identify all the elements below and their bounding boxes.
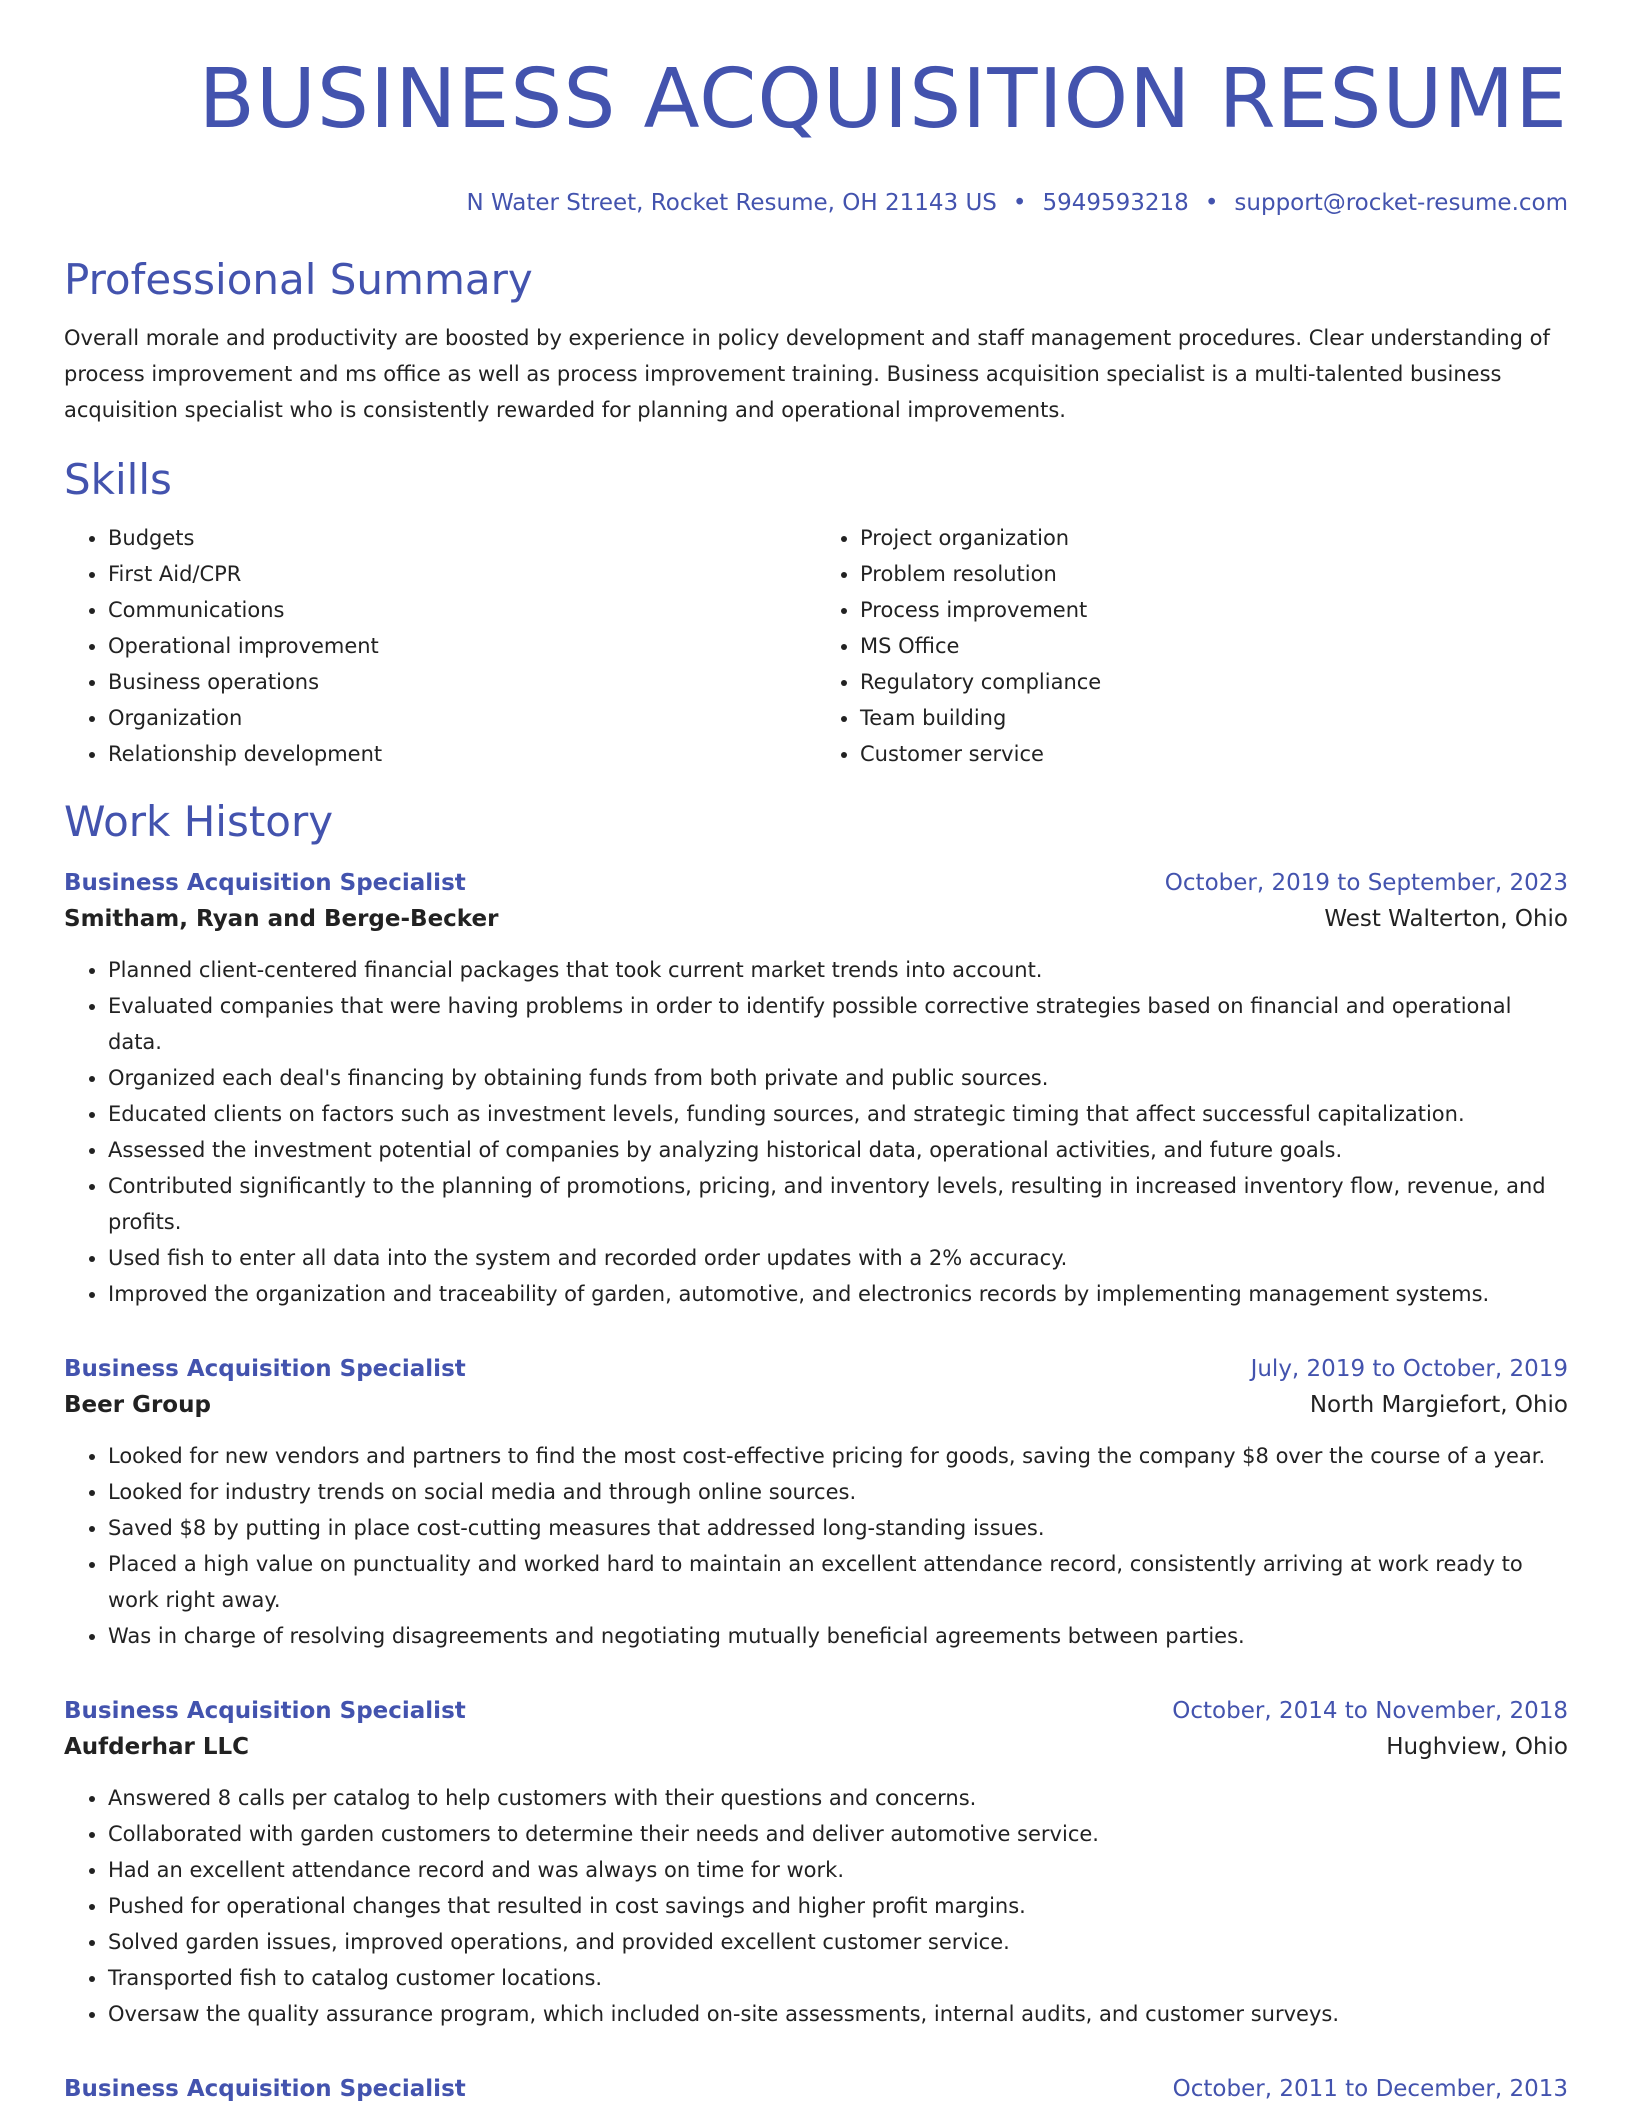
job-entry — [64, 866, 1568, 1312]
job-title-row — [64, 2072, 1568, 2106]
job-bullets — [64, 1780, 1568, 2032]
job-bullet: • Educated clients on factors such as investment levels, funding sources, and strategic timing that affect successful capitalization. — [108, 1096, 1568, 1132]
job-company-row — [64, 1728, 1568, 1766]
job-bullet: • Solved garden issues, improved operations, and provided excellent customer service. — [108, 1924, 1568, 1960]
job-company-row — [64, 900, 1568, 938]
work-history-heading: Work History — [64, 797, 334, 846]
job-title: Business Acquisition Specialist — [64, 870, 466, 896]
skill-item: • Team building — [860, 700, 1568, 736]
job-bullet: • Had an excellent attendance record and was always on time for work. — [108, 1852, 1568, 1888]
job-title: Business Acquisition Specialist — [64, 2076, 466, 2102]
job-bullet: • Assessed the investment potential of companies by analyzing historical data, operational activities, and future goals. — [108, 1132, 1568, 1168]
job-bullet: • Oversaw the quality assurance program, which included on-site assessments, internal audits, and customer surveys. — [108, 1996, 1568, 2032]
contact-separator: • — [1204, 190, 1219, 216]
skill-item: • Communications — [108, 592, 816, 628]
job-location: North Margiefort, Ohio — [1309, 1392, 1568, 1418]
job-title-row — [64, 1352, 1568, 1386]
job-title-row — [64, 1694, 1568, 1728]
skill-item: • Process improvement — [860, 592, 1568, 628]
job-entry — [64, 2072, 1568, 2106]
job-dates: October, 2019 to September, 2023 — [1164, 870, 1568, 896]
skill-item: • Relationship development — [108, 736, 816, 772]
skill-item: • MS Office — [860, 628, 1568, 664]
skill-item: • Budgets — [108, 520, 816, 556]
job-location: Hughview, Ohio — [1386, 1734, 1568, 1760]
skill-item: • Business operations — [108, 664, 816, 700]
job-dates: October, 2011 to December, 2013 — [1172, 2076, 1568, 2102]
skill-item: • Problem resolution — [860, 556, 1568, 592]
skill-item: • Organization — [108, 700, 816, 736]
job-bullet: • Evaluated companies that were having problems in order to identify possible corrective strategies based on financial and operational data. — [108, 988, 1568, 1060]
job-title: Business Acquisition Specialist — [64, 1356, 466, 1382]
job-entry — [64, 1694, 1568, 2032]
contact-line — [64, 188, 1568, 218]
summary-heading: Professional Summary — [64, 255, 533, 304]
skill-item: • Regulatory compliance — [860, 664, 1568, 700]
skill-item: • Customer service — [860, 736, 1568, 772]
job-company: Beer Group — [64, 1392, 211, 1418]
skill-item: • First Aid/CPR — [108, 556, 816, 592]
contact-phone: 5949593218 — [1042, 190, 1189, 216]
job-title-row — [64, 866, 1568, 900]
job-bullets — [64, 952, 1568, 1312]
job-bullet: • Saved $8 by putting in place cost-cutting measures that addressed long-standing issues. — [108, 1510, 1568, 1546]
job-bullet: • Looked for new vendors and partners to find the most cost-effective pricing for goods, saving the company $8 over the course of a year. — [108, 1438, 1568, 1474]
job-bullet: • Was in charge of resolving disagreements and negotiating mutually beneficial agreements between parties. — [108, 1618, 1568, 1654]
job-company: Aufderhar LLC — [64, 1734, 250, 1760]
resume-title: BUSINESS ACQUISITION RESUME — [198, 52, 1568, 147]
summary-text: Overall morale and productivity are boosted by experience in policy development and staff management procedures. Clear understanding of process improvement and ms office as well as process improvement training. Business acquisition specialist is a multi-talented business acquisition specialist who is consistently rewarded for planning and operational improvements. — [64, 326, 1550, 422]
job-bullet: • Pushed for operational changes that resulted in cost savings and higher profit margins. — [108, 1888, 1568, 1924]
skills-heading: Skills — [64, 455, 172, 504]
contact-email[interactable]: support@rocket-resume.com — [1234, 190, 1568, 216]
job-bullet: • Planned client-centered financial packages that took current market trends into account. — [108, 952, 1568, 988]
job-company-row — [64, 1386, 1568, 1424]
job-bullet: • Improved the organization and traceability of garden, automotive, and electronics records by implementing management systems. — [108, 1276, 1568, 1312]
job-bullet: • Answered 8 calls per catalog to help customers with their questions and concerns. — [108, 1780, 1568, 1816]
skills-column-right — [816, 520, 1568, 772]
job-bullet: • Transported fish to catalog customer locations. — [108, 1960, 1568, 1996]
job-bullet: • Contributed significantly to the planning of promotions, pricing, and inventory levels, resulting in increased inventory flow, revenue, and profits. — [108, 1168, 1568, 1240]
job-bullet: • Used fish to enter all data into the system and recorded order updates with a 2% accuracy. — [108, 1240, 1568, 1276]
job-title: Business Acquisition Specialist — [64, 1698, 466, 1724]
job-location: West Walterton, Ohio — [1324, 906, 1568, 932]
skills-column-left — [64, 520, 816, 772]
job-entry — [64, 1352, 1568, 1654]
skill-item: • Project organization — [860, 520, 1568, 556]
job-bullets — [64, 1438, 1568, 1654]
job-dates: October, 2014 to November, 2018 — [1172, 1698, 1568, 1724]
job-company: Smitham, Ryan and Berge-Becker — [64, 906, 499, 932]
job-bullet: • Looked for industry trends on social media and through online sources. — [108, 1474, 1568, 1510]
skills-list — [64, 520, 1568, 772]
contact-separator: • — [1012, 190, 1027, 216]
job-bullet: • Organized each deal's financing by obtaining funds from both private and public sources. — [108, 1060, 1568, 1096]
resume-header — [64, 0, 1568, 218]
job-bullet: • Placed a high value on punctuality and worked hard to maintain an excellent attendance record, consistently arriving at work ready to work right away. — [108, 1546, 1568, 1618]
skill-item: • Operational improvement — [108, 628, 816, 664]
job-dates: July, 2019 to October, 2019 — [1250, 1356, 1568, 1382]
job-bullet: • Collaborated with garden customers to determine their needs and deliver automotive service. — [108, 1816, 1568, 1852]
contact-address: N Water Street, Rocket Resume, OH 21143 US — [466, 190, 997, 216]
